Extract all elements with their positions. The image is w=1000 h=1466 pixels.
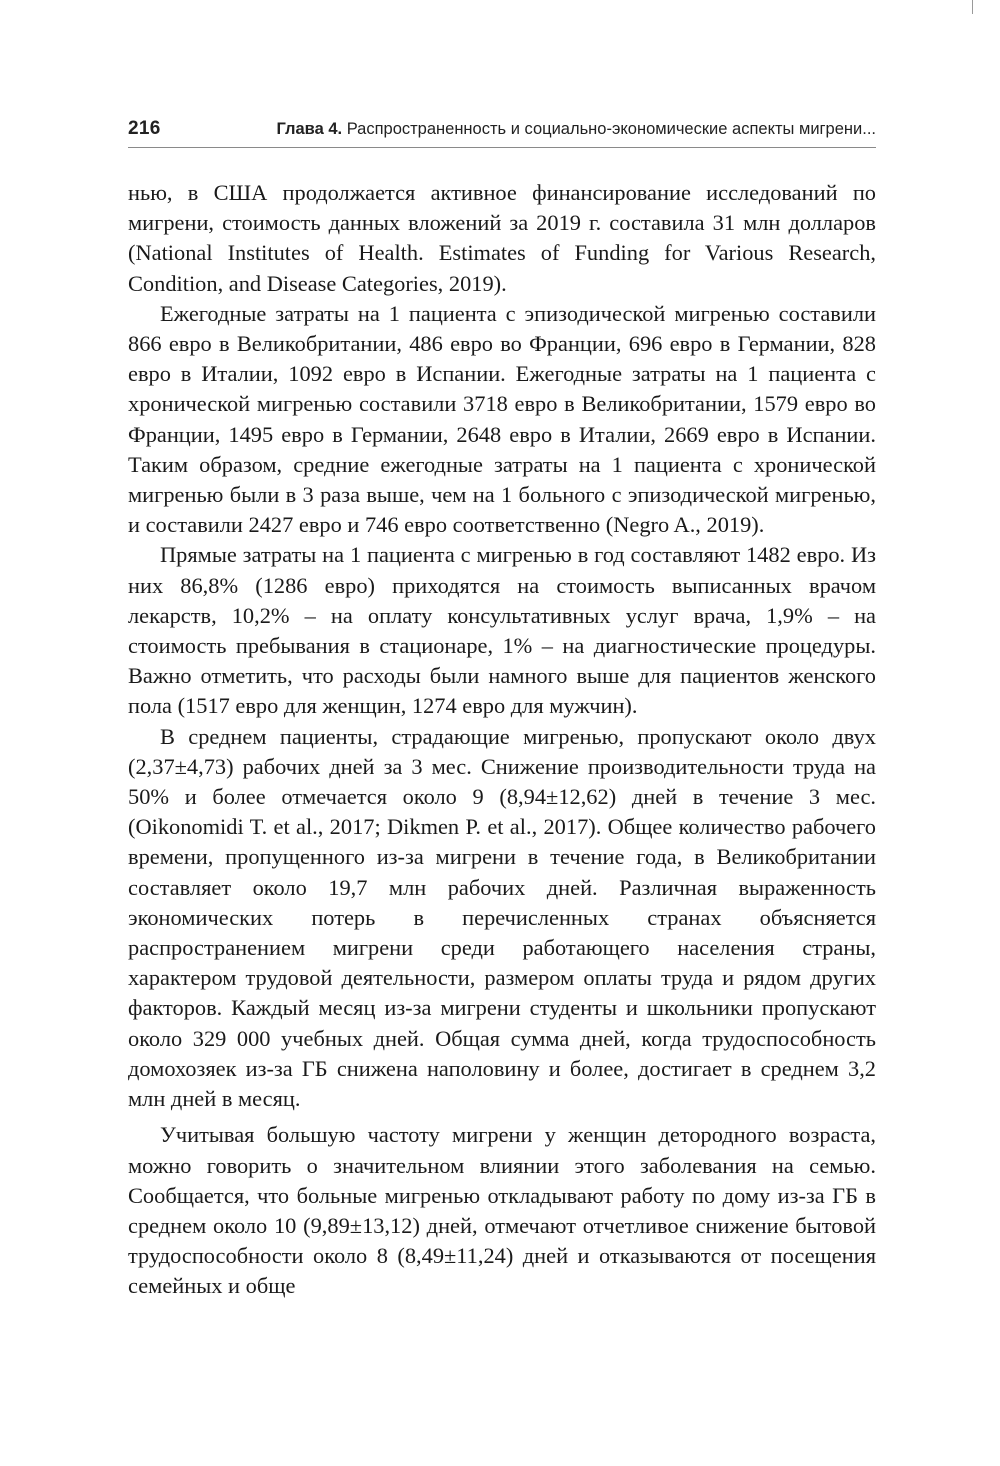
- running-title: [276, 120, 876, 139]
- page-number: 216: [128, 118, 161, 139]
- paragraph-1: нью, в США продолжается активное финансирование исследований по мигрени, стоимость данных вложений за 2019 г. составила 31 млн долларов (National Institutes of Health. Estimates of Funding for Various Research, Condition, and Disease Categories, 2019).: [128, 180, 876, 296]
- running-header: [128, 116, 876, 146]
- paragraph-3: Прямые затраты на 1 пациента с мигренью в год составляют 1482 евро. Из них 86,8% (1286 евро) приходятся на стоимость выписанных врачом лекарств, 10,2% – на оплату консультативных услуг врача, 1,9% – на стоимость пребывания в стационаре, 1% – на диагностические процедуры. Важно отметить, что расходы были намного выше для пациентов женского пола (1517 евро для женщин, 1274 евро для мужчин).: [128, 542, 876, 719]
- crop-mark: [972, 0, 973, 14]
- header-divider: [128, 147, 876, 148]
- chapter-label: Глава 4.: [276, 120, 343, 138]
- paragraph-4: В среднем пациенты, страдающие мигренью, пропускают около двух (2,37±4,73) рабочих дней за 3 мес. Снижение производительности труда на 50% и более отмечается около 9 (8,94±12,62) дней в течение 3 мес. (Oikonomidi T. et al., 2017; Dikmen P. et al., 2017). Общее количество рабочего времени, пропущенного из-за мигрени в течение года, в Великобритании составляет около 19,7 млн рабочих дней. Различная выраженность экономических потерь в перечисленных странах объясняется распространением мигрени среди работающего населения страны, характером трудовой деятельности, размером оплаты труда и рядом других факторов. Каждый месяц из-за мигрени студенты и школьники пропускают около 329 000 учебных дней. Общая сумма дней, когда трудоспособность домохозяек из-за ГБ снижена наполовину и более, достигает в среднем 3,2 млн дней в месяц.: [128, 723, 876, 1112]
- body-text: [128, 178, 876, 1302]
- paragraph-2: Ежегодные затраты на 1 пациента с эпизодической мигренью составили 866 евро в Великобритании, 486 евро во Франции, 696 евро в Германии, 828 евро в Италии, 1092 евро в Испании. Ежегодные затраты на 1 пациента с хронической мигренью составили 3718 евро в Великобритании, 1579 евро во Франции, 1495 евро в Германии, 2648 евро в Италии, 2669 евро в Испании. Таким образом, средние ежегодные затраты на 1 пациента с хронической мигренью были в 3 раза выше, чем на 1 больного с эпизодической мигренью, и составили 2427 евро и 746 евро соответственно (Negro A., 2019).: [128, 300, 876, 538]
- chapter-title: Распространенность и социально-экономические аспекты мигрени...: [342, 120, 876, 138]
- paragraph-5: Учитывая большую частоту мигрени у женщин детородного возраста, можно говорить о значительном влиянии этого заболевания на семью. Сообщается, что больные мигренью откладывают работу по дому из-за ГБ в среднем около 10 (9,89±13,12) дней, отмечают отчетливое снижение бытовой трудоспособности около 8 (8,49±11,24) дней и отказываются от посещения семейных и обще: [128, 1122, 876, 1299]
